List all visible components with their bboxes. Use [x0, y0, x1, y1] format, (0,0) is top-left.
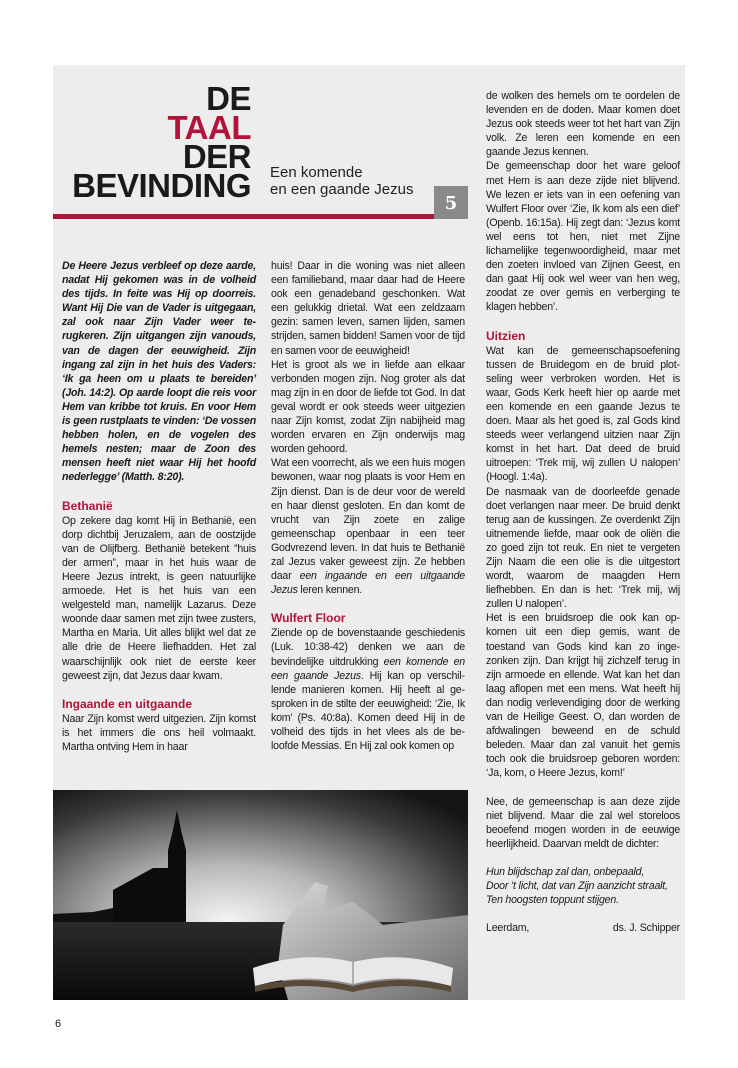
- paragraph-text: De nasmaak van de doorleefde genade doet verlangen naar meer. De bruid denkt terug aan de kussingen. Ze overdenkt Zijn uitnemende liefde, maar ook de oliën die zo goed zijn tot reuk. En niet te vergeten Zijn Naam die een olie is die uitgestort wordt, waarom de maagden Hem liefhebben. En dan is het: ‘Trek mij, wij zullen U nalopen’.: [486, 485, 680, 611]
- paragraph-text: Wat een voorrecht, als we een huis mogen bewonen, waar nog plaats is voor Hem en Zijn dienst. Dan is de deur voor de wereld en haar dienst gesloten. En dan komt de vrucht van Zijn zoete en zalige gemeenschap openbaar in een teer Godvrezend leven. In dat huis te Bethanië zal Jezus vaker geweest zijn. Ze hebben daar: [271, 457, 465, 583]
- series-number-badge: 5: [434, 186, 468, 219]
- paragraph-text: De gemeenschap door het ware geloof met Hem is aan deze zijde niet blijvend. We lezen er iets van in een oefening van Wulfert Floor over ‘Zie, Ik kom als een dief’ (Openb. 16:15a). Hij zegt dan: ‘Jezus komt wel eens tot hen, niet met Zijne lichamelijke tegenwoordigheid, maar met den zoeten invloed van Zijnen Geest, en dan gaat Hij ook wel weer van hen weg, zoodat ze over gemis en verberging te klagen hebben’.: [486, 160, 680, 314]
- intro-paragraph: [62, 259, 256, 485]
- poem-quote: [486, 865, 680, 907]
- paragraph-text: . Hij kan op verschillende manieren komen. Hij heeft al gesproken in de stilte der eeuwigheid: ‘Zie, Ik kom’ (Ps. 40:8a). Komen deed Hij in de volheid des tijds in het vlees als de beloofde Messias. En Hij zal ook komen op: [271, 669, 466, 753]
- text-column-2: [271, 259, 465, 753]
- section-heading: Ingaande en uitgaande: [62, 696, 193, 711]
- subtitle-line: Een komende: [270, 164, 363, 181]
- header-rule: [53, 214, 434, 219]
- photo-illustration: [53, 790, 468, 1000]
- body-paragraph: [271, 259, 465, 358]
- body-paragraph: [62, 514, 256, 683]
- signature-author: ds. J. Schipper: [612, 922, 680, 935]
- paragraph-spacer: [486, 907, 680, 921]
- body-paragraph: [271, 358, 465, 457]
- body-paragraph: [486, 611, 680, 780]
- poem-line: Ten hoogsten toppunt stijgen.: [486, 894, 619, 907]
- text-column-3: [486, 89, 680, 936]
- paragraph-text: Op zekere dag komt Hij in Bethanië, een dorp dichtbij Jeruzalem, aan de oostzijde van de Olijfberg. Bethanië betekent ”huis der armen”, maar in het huis waar de Heere Jezus intrekt, is geen natuurlijke armoede. Het is het huis van een welgesteld man, namelijk Lazarus. Deze woonde daar samen met zijn twee zusters, Martha en Maria. Uit alles blijkt wel dat ze alle drie de Heere liefhadden. Het zal waarschijnlijk ook niet de eerste keer geweest zijn, dat Jezus daar kwam.: [62, 514, 256, 682]
- body-paragraph: [486, 89, 680, 159]
- section-heading: Bethanië: [62, 498, 113, 513]
- paragraph-text: de wolken des hemels om te oordelen de levenden en de doden. Maar komen doet Jezus ook steeds weer tot het hart van Zijn volk. Ze leren een komende en een gaande Jezus kennen.: [486, 90, 680, 159]
- title-line: BEVINDING: [72, 167, 251, 204]
- signature-line: [486, 921, 680, 935]
- body-paragraph: [486, 485, 680, 612]
- paragraph-spacer: [271, 597, 465, 611]
- title-line: DE: [206, 80, 251, 117]
- paragraph-text: Naar Zijn komst werd uitgezien. Zijn komst is het immers die ons heil volmaakt. Martha ontving Hem in haar: [62, 712, 256, 753]
- paragraph-spacer: [62, 683, 256, 697]
- emphasis-text: een komende en een gaande Jezus: [271, 655, 465, 682]
- article-subtitle: [270, 164, 413, 198]
- section-heading: Wulfert Floor: [271, 611, 346, 626]
- section-heading: Uitzien: [486, 328, 526, 343]
- paragraph-text: Het is een bruidsroep die ook kan opkomen uit een diep gemis, want de toestand van Gods kind kan zo ingezonken zijn. Dan krijgt hij zichzelf terug in zijn armoede en ellende. Wat kan het dan laag aflopen met een mens. Wat heeft hij dan nodig verlevendiging door de werking van de Heilige Geest. O, dan worden de afdwalingen beweend en de schuld beleden. Maar dan zal vanuit het gemis toch ook die bruidsroep geboren worden: ‘Ja, kom, o Heere Jezus, kom!’: [486, 612, 680, 780]
- paragraph-spacer: [486, 781, 680, 795]
- body-paragraph: [486, 344, 680, 485]
- paragraph-text: De Heere Jezus verbleef op deze aarde, nadat Hij gekomen was in de volheid des tijds. In feite was Hij op doorreis. Want Hij Die van de Vader is uitgegaan, zal ook naar Zijn Vader weer terugkeren. Zijn uitgangen zijn vanouds, van de dagen der eeuwigheid. Zijn ingang zal zijn in het huis des Vaders: ‘Ik ga heen om u plaats te bereiden’ (Joh. 14:2). Op aarde loopt die reis voor Hem van kribbe tot kruis. En voor Hem is geen rustplaats te vinden: ‘De vossen hebben holen, en de vogelen des hemels nesten; maar de Zoon des mensen heeft niet waar Hij het hoofd nederlegge’ (Matth. 8:20).: [62, 260, 256, 484]
- paragraph-text: Ziende op de bovenstaande geschiedenis (Luk. 10:38-42) denken we aan de bevindelijke uitdrukking: [271, 627, 465, 668]
- paragraph-text: Het is groot als we in liefde aan elkaar verbonden mogen zijn. Nog groter als dat mag zijn in en door de liefde tot God. In dat geval wordt er ook steeds weer uitgezien naar Zijn komst, zodat Zijn nabijheid mag worden ervaren en Zijn onderwijs mag worden gehoord.: [271, 358, 465, 456]
- paragraph-text: leren kennen.: [297, 584, 363, 597]
- paragraph-text: huis! Daar in die woning was niet alleen een familieband, maar daar had de Heere ook een genadeband geschonken. Wat een gelukkig drietal. Wat een zeldzaam gezin: samen leven, samen lijden, samen strijden, samen bidden! Samen voor de tijd en samen voor de eeuwigheid!: [271, 260, 465, 357]
- body-paragraph: [271, 626, 465, 753]
- emphasis-text: een ingaande en een uitgaande Jezus: [271, 570, 465, 597]
- paragraph-text: Wat kan de gemeenschapsoefening tussen de Bruidegom en de bruid plotseling weer verbroken worden. Het is waar, Gods Kerk heeft hier op aarde met een komende en een gaande Jezus te doen. Maar als het goed is, zal Gods kind steeds weer verlangend uitzien naar Zijn komst in het hart. Dat deed de bruid uitroepen: ‘Trek mij, wij zullen U nalopen’ (Hoogl. 1:4a).: [486, 344, 680, 484]
- body-paragraph: [486, 795, 680, 851]
- poem-line: Door ’t licht, dat van Zijn aanzicht straalt,: [486, 880, 668, 893]
- body-paragraph: [271, 456, 465, 597]
- body-paragraph: [62, 712, 256, 754]
- text-column-1: [62, 259, 256, 754]
- paragraph-text: Nee, de gemeenschap is aan deze zijde niet blijvend. Maar die zal wel storeloos beoefend mogen worden in de eeuwige heerlijkheid. Daarvan meldt de dichter:: [486, 795, 680, 850]
- column-title: [53, 80, 251, 204]
- title-line: TAAL: [167, 109, 251, 146]
- page-number: 6: [55, 1018, 62, 1030]
- body-paragraph: [486, 159, 680, 314]
- paragraph-spacer: [486, 851, 680, 865]
- poem-line: Hun blijdschap zal dan, onbepaald,: [486, 866, 645, 879]
- subtitle-line: en een gaande Jezus: [270, 181, 414, 198]
- title-line: DER: [182, 138, 251, 175]
- paragraph-spacer: [62, 485, 256, 499]
- church-and-praying-hands-photo: [53, 790, 468, 1000]
- paragraph-spacer: [486, 315, 680, 329]
- signature-place: Leerdam,: [486, 922, 530, 935]
